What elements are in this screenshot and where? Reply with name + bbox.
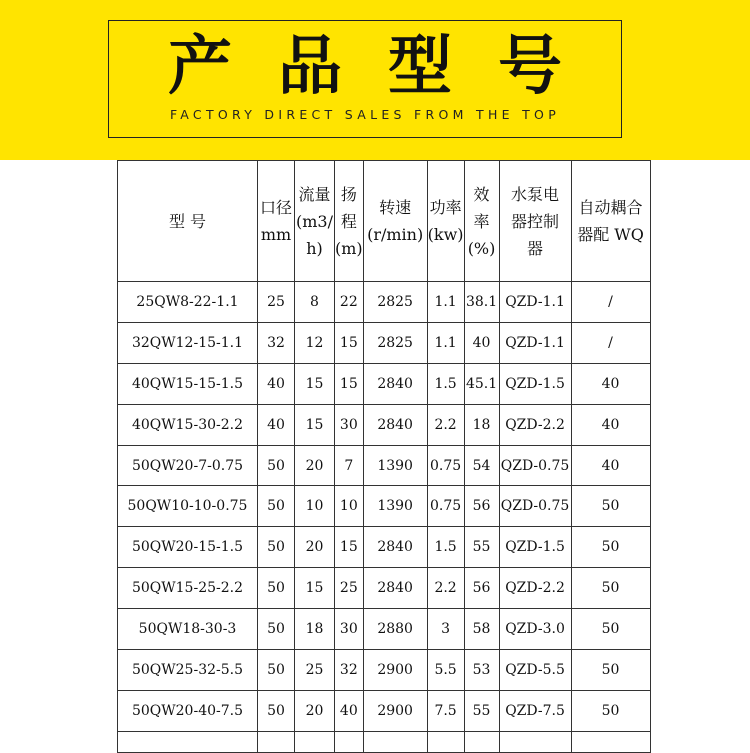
cell-caliber: 50 [258,650,295,691]
table-row [118,650,651,691]
cell-speed: 1390 [363,486,427,527]
header-flow-line: (m3/ [296,211,333,231]
cell-speed: 2900 [363,690,427,731]
cell-speed: 2825 [363,282,427,323]
cell-flow: 20 [295,527,335,568]
banner-title: 产品型号 [168,30,608,104]
cell-model: 50QW25-32-5.5 [118,650,258,691]
cell-power: 3 [427,609,464,650]
cell-controller: QZD-0.75 [499,486,571,527]
cell-controller: QZD-1.5 [499,363,571,404]
cell-power: 2.2 [427,568,464,609]
cell-speed: 2825 [363,322,427,363]
cell-controller: QZD-3.0 [499,609,571,650]
cell-flow: 8 [295,282,335,323]
cell-flow: 15 [295,568,335,609]
header-model-line: 型 号 [168,211,207,231]
header-speed-line: (r/min) [367,225,424,244]
table-row [118,486,651,527]
cell-controller: QZD-1.1 [499,282,571,323]
table-row [118,445,651,486]
cell-model: 50QW18-30-3 [118,609,258,650]
cell-head: 25 [335,568,364,609]
cell-model: 32QW12-15-1.1 [118,322,258,363]
cell-model: 40QW15-15-1.5 [118,363,258,404]
header-banner [0,0,750,160]
header-flow-line: 流量 [298,184,331,204]
table-row [118,527,651,568]
header-efficiency [464,161,499,282]
cell-power: 1.1 [427,282,464,323]
cell-flow: 18 [295,609,335,650]
header-head [335,161,364,282]
cell-flow: 15 [295,404,335,445]
header-efficiency-line: 率 [473,211,490,231]
cell-head: 10 [335,486,364,527]
cell-controller: QZD-2.2 [499,404,571,445]
cell-efficiency: 53 [464,650,499,691]
cell-flow: 15 [295,363,335,404]
cell-efficiency: 38.1 [464,282,499,323]
header-speed [363,161,427,282]
header-caliber-line: 口径 [259,198,292,217]
cell-model: 25QW8-22-1.1 [118,282,258,323]
header-efficiency-line: 效 [473,184,490,204]
cell-coupling: 50 [571,568,650,609]
header-controller [499,161,571,282]
cell-caliber: 50 [258,486,295,527]
cell-caliber: 25 [258,282,295,323]
header-model [118,161,258,282]
cell-speed: 2880 [363,609,427,650]
cell-speed: 2840 [363,527,427,568]
cell-head: 15 [335,322,364,363]
cell-coupling: 50 [571,690,650,731]
cell-speed: 2840 [363,363,427,404]
header-flow-line: h) [306,238,323,258]
table-row [118,282,651,323]
header-power-line: (kw) [427,225,464,244]
cell-head: 40 [335,690,364,731]
banner-subtitle: FACTORY DIRECT SALES FROM THE TOP [169,107,561,122]
cell-flow: 20 [295,445,335,486]
table-row [118,322,651,363]
header-coupling [571,161,650,282]
cell-coupling: / [571,282,650,323]
header-power-line: 功率 [429,198,462,217]
table-row [118,568,651,609]
header-efficiency-line: (%) [467,238,496,258]
cell-caliber: 40 [258,363,295,404]
cell-power: 7.5 [427,690,464,731]
cell-caliber: 50 [258,690,295,731]
table-row [118,404,651,445]
table-header-row [118,161,651,282]
cell-controller: QZD-1.1 [499,322,571,363]
cell-flow: 12 [295,322,335,363]
cell-model: 40QW15-30-2.2 [118,404,258,445]
header-controller-line: 器 [527,238,544,258]
cell-power: 2.2 [427,404,464,445]
cell-power: 5.5 [427,650,464,691]
cell-caliber: 50 [258,568,295,609]
cell-coupling: 50 [571,609,650,650]
cell-coupling: 40 [571,404,650,445]
cell-power: 1.5 [427,363,464,404]
cell-speed: 1390 [363,445,427,486]
cell-head: 15 [335,527,364,568]
cell-power: 1.1 [427,322,464,363]
cell-coupling: 40 [571,363,650,404]
cell-efficiency: 56 [464,486,499,527]
cell-efficiency: 45.1 [464,363,499,404]
header-coupling-line: 自动耦合 [578,198,643,217]
cell-flow: 10 [295,486,335,527]
cell-speed: 2840 [363,568,427,609]
cell-caliber: 40 [258,404,295,445]
cell-coupling: 50 [571,650,650,691]
cell-coupling: 40 [571,445,650,486]
cell-head: 22 [335,282,364,323]
table-row [118,609,651,650]
cell-power: 0.75 [427,486,464,527]
cell-controller: QZD-5.5 [499,650,571,691]
cell-efficiency: 55 [464,690,499,731]
header-controller-line: 器控制 [511,211,560,231]
header-speed-line: 转速 [379,198,412,217]
cell-head: 30 [335,404,364,445]
cell-efficiency: 55 [464,527,499,568]
header-flow [295,161,335,282]
cell-power: 0.75 [427,445,464,486]
product-spec-table [117,160,651,753]
table-row-partial [118,731,651,752]
header-controller-line: 水泵电 [511,184,560,204]
cell-coupling: 50 [571,527,650,568]
cell-controller: QZD-0.75 [499,445,571,486]
cell-model: 50QW20-15-1.5 [118,527,258,568]
header-power [427,161,464,282]
cell-model: 50QW15-25-2.2 [118,568,258,609]
cell-head: 30 [335,609,364,650]
banner-frame [108,20,622,138]
cell-controller: QZD-1.5 [499,527,571,568]
cell-coupling: 50 [571,486,650,527]
cell-model: 50QW20-7-0.75 [118,445,258,486]
cell-efficiency: 56 [464,568,499,609]
header-caliber [258,161,295,282]
cell-speed: 2840 [363,404,427,445]
cell-efficiency: 40 [464,322,499,363]
header-coupling-line: 器配 WQ [577,225,644,244]
cell-caliber: 50 [258,527,295,568]
table-body [118,282,651,732]
header-caliber-line: mm [260,225,292,244]
cell-coupling: / [571,322,650,363]
cell-head: 15 [335,363,364,404]
table-row [118,363,651,404]
header-head-line: (m) [335,238,363,258]
header-head-line: 程 [340,211,357,231]
cell-efficiency: 58 [464,609,499,650]
cell-controller: QZD-7.5 [499,690,571,731]
cell-caliber: 32 [258,322,295,363]
cell-model: 50QW10-10-0.75 [118,486,258,527]
cell-flow: 20 [295,690,335,731]
cell-controller: QZD-2.2 [499,568,571,609]
cell-efficiency: 18 [464,404,499,445]
table-row [118,690,651,731]
cell-head: 7 [335,445,364,486]
cell-efficiency: 54 [464,445,499,486]
header-head-line: 扬 [340,184,357,204]
cell-model: 50QW20-40-7.5 [118,690,258,731]
cell-head: 32 [335,650,364,691]
cell-power: 1.5 [427,527,464,568]
cell-flow: 25 [295,650,335,691]
cell-speed: 2900 [363,650,427,691]
cell-caliber: 50 [258,445,295,486]
cell-caliber: 50 [258,609,295,650]
